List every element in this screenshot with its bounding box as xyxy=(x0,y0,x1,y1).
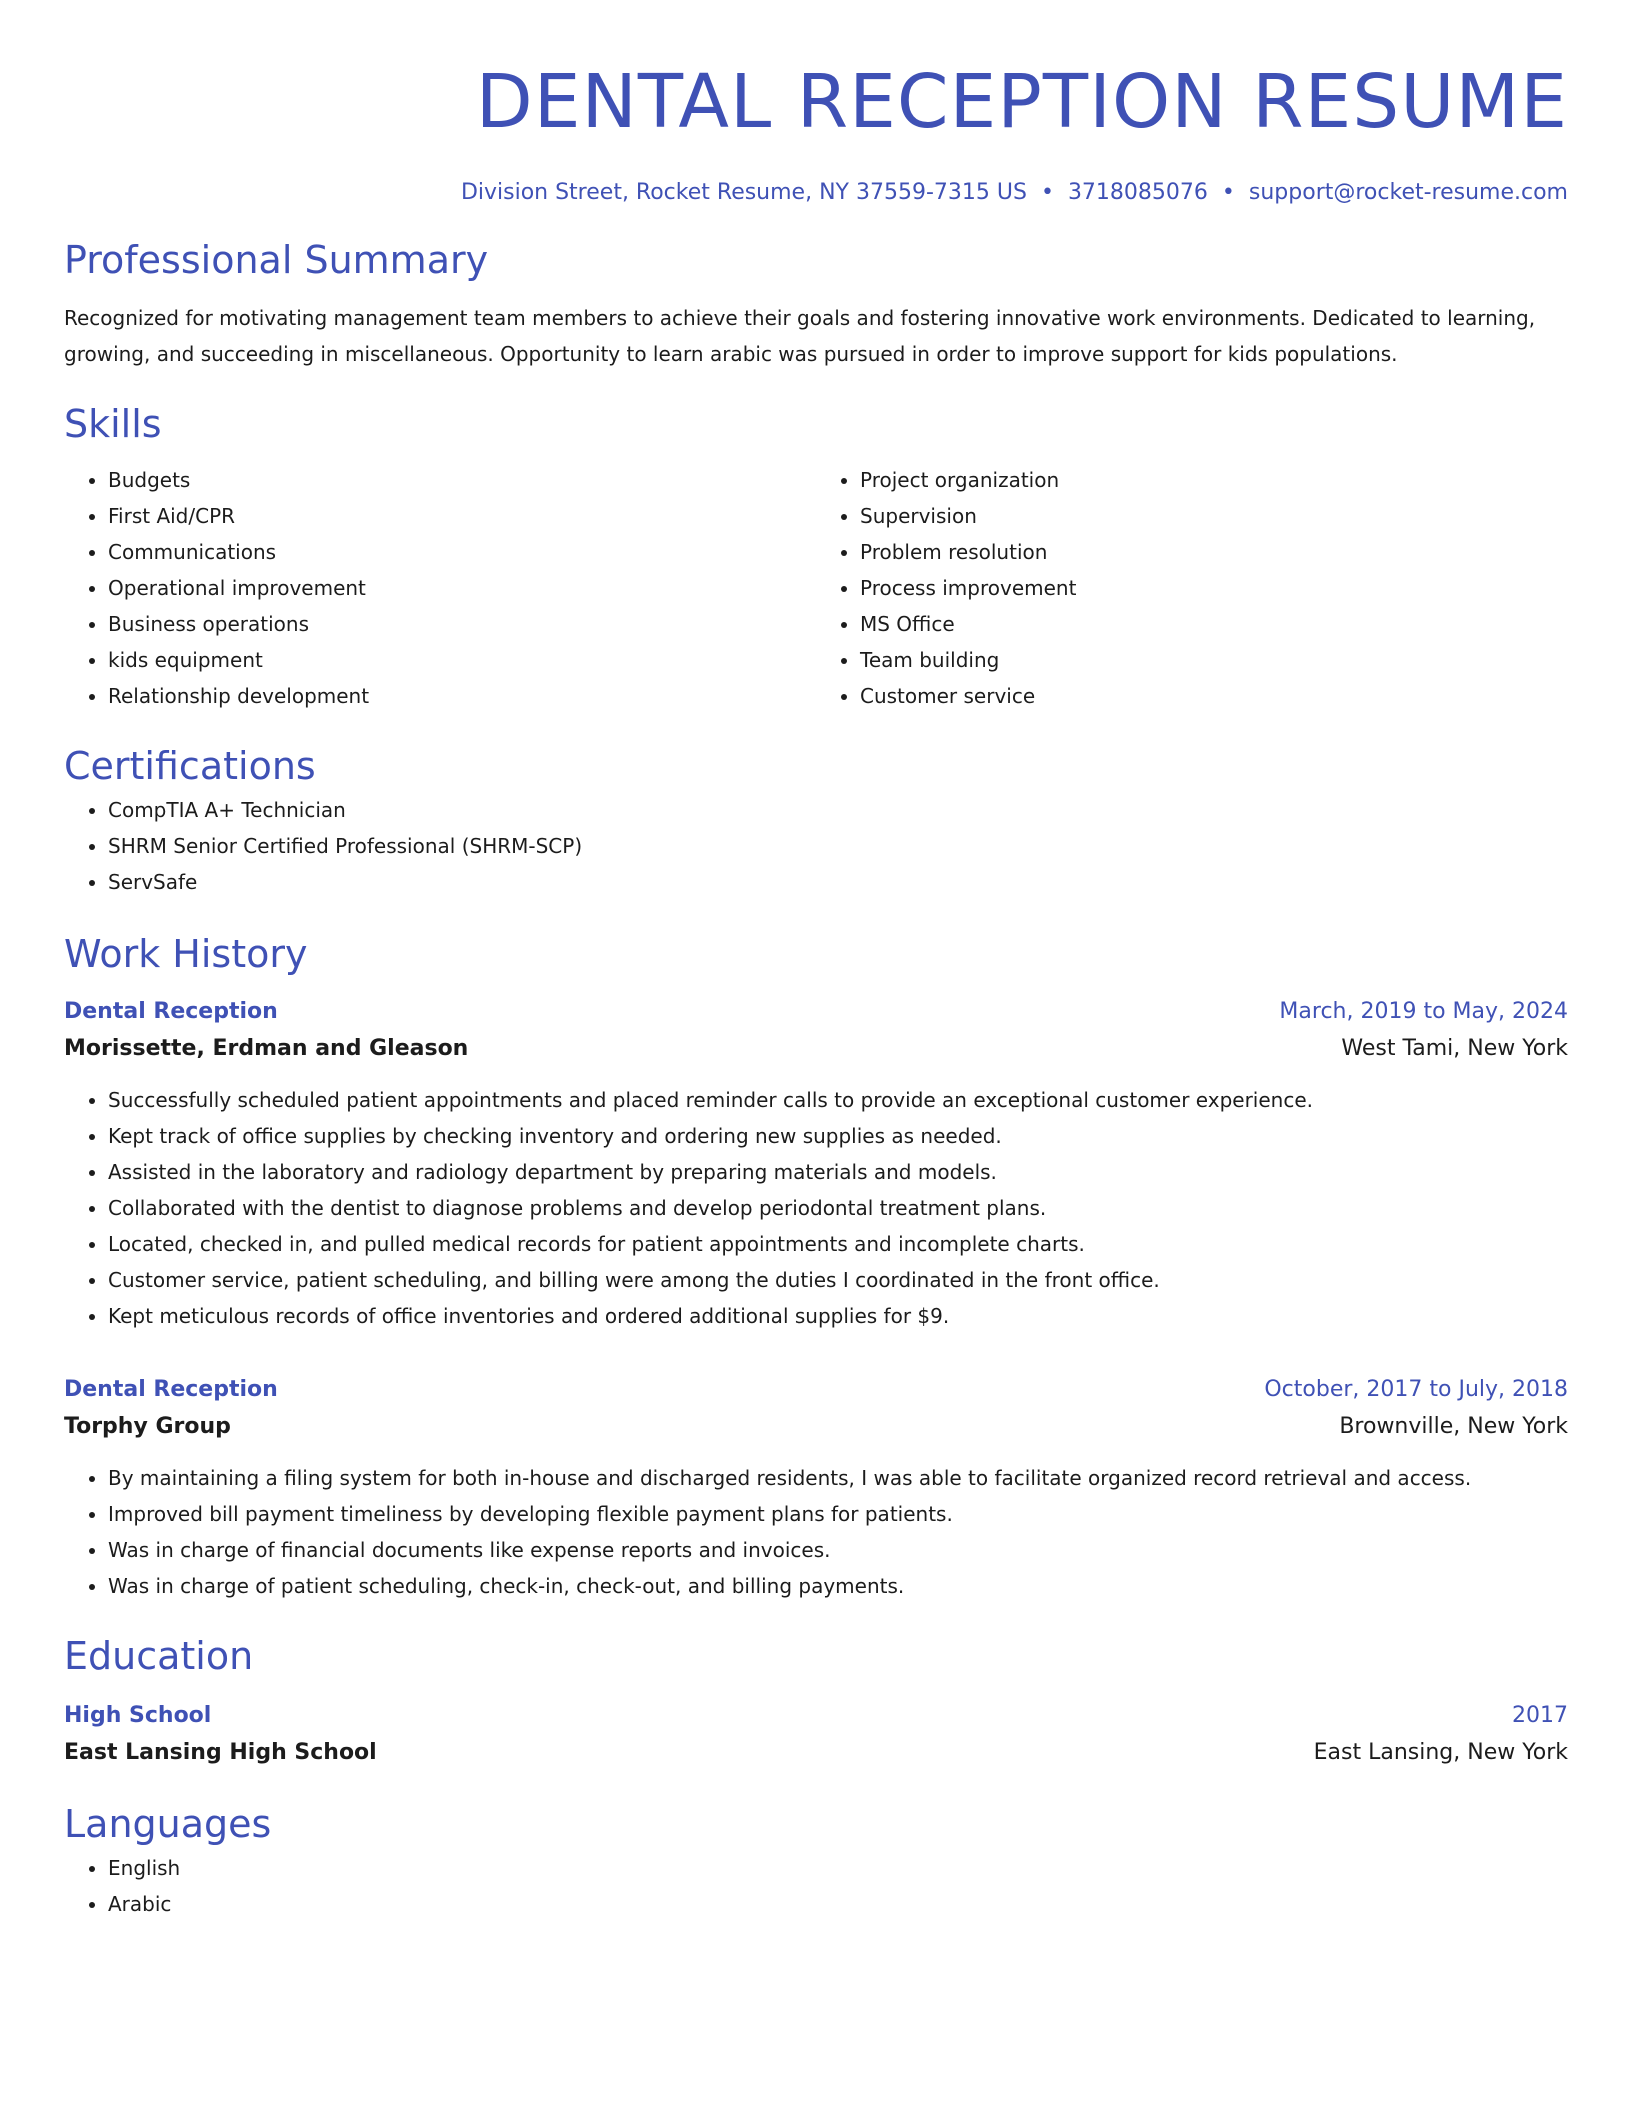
skill-item: • Supervision xyxy=(860,498,1568,534)
language-item: • English xyxy=(108,1850,1568,1886)
summary-text: Recognized for motivating management team members to achieve their goals and fostering innovative work environments. Dedicated to learning, growing, and succeeding in miscellaneous. Opportunity to learn arabic was pursued in order to improve support for kids populations. xyxy=(64,306,1536,366)
education-year: 2017 xyxy=(1512,1703,1568,1728)
education-header-row xyxy=(64,1698,1568,1734)
skill-item: • Operational improvement xyxy=(108,570,816,606)
job-location: Brownville, New York xyxy=(1339,1414,1568,1439)
job-employer: Morissette, Erdman and Gleason xyxy=(64,1036,469,1061)
section-title-education: Education xyxy=(64,1634,254,1678)
skill-item: • First Aid/CPR xyxy=(108,498,816,534)
resume-title: DENTAL RECEPTION RESUME xyxy=(475,59,1568,145)
resume-header xyxy=(64,52,1568,208)
job-entry xyxy=(64,994,1568,1334)
skills-list-right xyxy=(816,462,1568,714)
skill-item: • Customer service xyxy=(860,678,1568,714)
skill-item: • Relationship development xyxy=(108,678,816,714)
certification-item: • SHRM Senior Certified Professional (SHRM-SCP) xyxy=(108,828,1568,864)
skill-item: • kids equipment xyxy=(108,642,816,678)
skill-item: • Process improvement xyxy=(860,570,1568,606)
skill-item: • Budgets xyxy=(108,462,816,498)
job-duties-list xyxy=(64,1460,1568,1604)
section-title-skills: Skills xyxy=(64,402,162,446)
job-dates: March, 2019 to May, 2024 xyxy=(1279,999,1568,1024)
job-employer-row xyxy=(64,1408,1568,1446)
certification-item: • CompTIA A+ Technician xyxy=(108,792,1568,828)
section-title-certifications: Certifications xyxy=(64,744,316,788)
job-duty-item: • By maintaining a filing system for both in-house and discharged residents, I was able to facilitate organized record retrieval and access. xyxy=(108,1460,1568,1496)
job-employer: Torphy Group xyxy=(64,1414,231,1439)
education-school-row xyxy=(64,1734,1568,1772)
contact-line xyxy=(64,178,1568,208)
section-title-languages: Languages xyxy=(64,1802,272,1846)
skill-item: • Communications xyxy=(108,534,816,570)
job-dates: October, 2017 to July, 2018 xyxy=(1264,1377,1568,1402)
education-location: East Lansing, New York xyxy=(1313,1740,1568,1765)
job-duty-item: • Collaborated with the dentist to diagnose problems and develop periodontal treatment plans. xyxy=(108,1190,1568,1226)
skill-item: • Business operations xyxy=(108,606,816,642)
job-employer-row xyxy=(64,1030,1568,1068)
skills-list-left xyxy=(64,462,816,714)
job-duty-item: • Assisted in the laboratory and radiology department by preparing materials and models. xyxy=(108,1154,1568,1190)
job-duty-item: • Was in charge of patient scheduling, check-in, check-out, and billing payments. xyxy=(108,1568,1568,1604)
certification-item: • ServSafe xyxy=(108,864,1568,900)
job-header-row xyxy=(64,994,1568,1030)
job-duty-item: • Customer service, patient scheduling, and billing were among the duties I coordinated in the front office. xyxy=(108,1262,1568,1298)
education-degree: High School xyxy=(64,1703,212,1728)
education-school: East Lansing High School xyxy=(64,1740,377,1765)
skill-item: • Problem resolution xyxy=(860,534,1568,570)
job-location: West Tami, New York xyxy=(1341,1036,1568,1061)
job-duty-item: • Successfully scheduled patient appointments and placed reminder calls to provide an exceptional customer experience. xyxy=(108,1082,1568,1118)
contact-phone[interactable]: 3718085076 xyxy=(1067,180,1208,205)
job-entry xyxy=(64,1372,1568,1604)
job-title: Dental Reception xyxy=(64,1377,278,1402)
job-header-row xyxy=(64,1372,1568,1408)
education-entry xyxy=(64,1698,1568,1772)
skills-grid xyxy=(64,462,1568,714)
job-duty-item: • Kept track of office supplies by checking inventory and ordering new supplies as needed. xyxy=(108,1118,1568,1154)
skill-item: • Project organization xyxy=(860,462,1568,498)
job-duty-item: • Located, checked in, and pulled medical records for patient appointments and incomplete charts. xyxy=(108,1226,1568,1262)
contact-separator: • xyxy=(1221,180,1235,205)
certifications-list xyxy=(64,792,1568,900)
job-duties-list xyxy=(64,1082,1568,1334)
section-title-work-history: Work History xyxy=(64,932,308,976)
contact-separator: • xyxy=(1040,180,1054,205)
contact-email[interactable]: support@rocket-resume.com xyxy=(1248,180,1568,205)
contact-address: Division Street, Rocket Resume, NY 37559-7315 US xyxy=(460,180,1027,205)
job-title: Dental Reception xyxy=(64,999,278,1024)
job-duty-item: • Was in charge of financial documents like expense reports and invoices. xyxy=(108,1532,1568,1568)
job-duty-item: • Kept meticulous records of office inventories and ordered additional supplies for $9. xyxy=(108,1298,1568,1334)
language-item: • Arabic xyxy=(108,1886,1568,1922)
job-duty-item: • Improved bill payment timeliness by developing flexible payment plans for patients. xyxy=(108,1496,1568,1532)
skill-item: • MS Office xyxy=(860,606,1568,642)
languages-list xyxy=(64,1850,1568,1922)
skill-item: • Team building xyxy=(860,642,1568,678)
section-title-summary: Professional Summary xyxy=(64,238,489,282)
